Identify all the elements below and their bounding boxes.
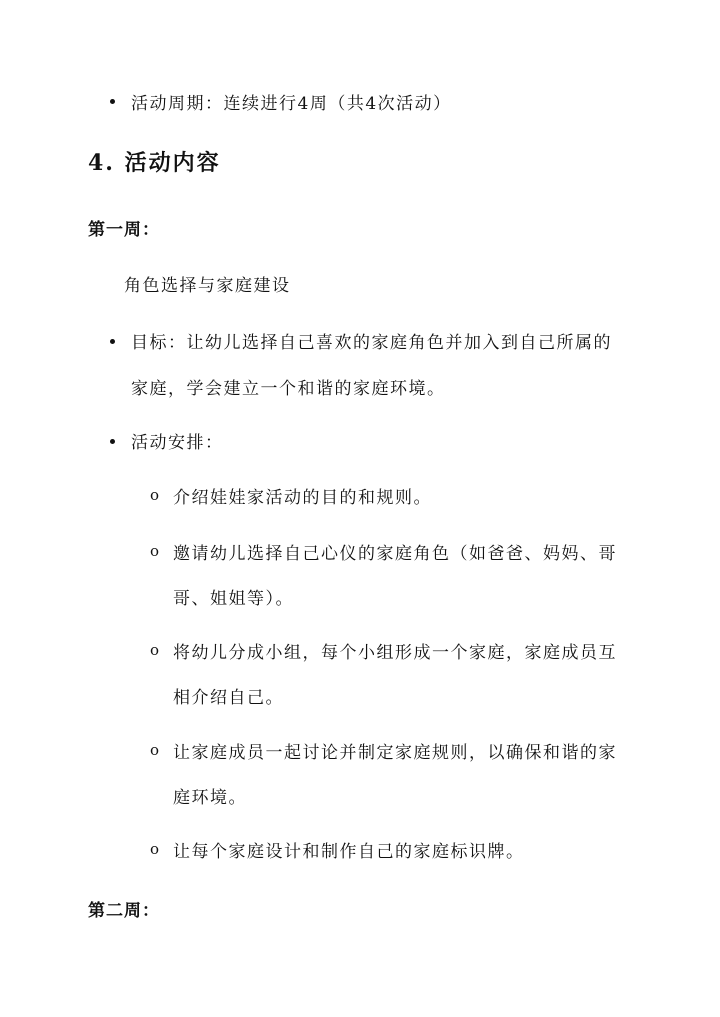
bullet-dot [110,439,115,444]
sub-item-2-line-1: 邀请幼儿选择自己心仪的家庭角色（如爸爸、妈妈、哥 [173,544,617,564]
circle-bullet: o [150,641,160,659]
circle-bullet: o [150,840,160,858]
sub-item-4-line-1: 让家庭成员一起讨论并制定家庭规则，以确保和谐的家 [173,743,617,763]
sub-item-3-line-2: 相介绍自己。 [173,688,284,708]
bullet-dot [110,339,115,344]
section-heading-activity-content: 4. 活动内容 [88,150,221,176]
sub-item-3-line-1: 将幼儿分成小组，每个小组形成一个家庭，家庭成员互 [173,643,617,663]
sub-item-1: 介绍娃娃家活动的目的和规则。 [173,488,432,508]
circle-bullet: o [150,486,160,504]
goal-line-2: 家庭，学会建立一个和谐的家庭环境。 [131,379,446,399]
circle-bullet: o [150,741,160,759]
week2-heading: 第二周： [88,901,160,921]
sub-item-4-line-2: 庭环境。 [173,788,247,808]
bullet-dot [110,99,115,104]
week1-title: 角色选择与家庭建设 [124,276,291,296]
week1-heading: 第一周： [88,220,160,240]
arrangement-label: 活动安排： [131,433,224,453]
sub-item-2-line-2: 哥、姐姐等）。 [173,589,294,609]
sub-item-5: 让每个家庭设计和制作自己的家庭标识牌。 [173,842,525,862]
goal-line-1: 目标：让幼儿选择自己喜欢的家庭角色并加入到自己所属的 [131,333,612,353]
activity-period-text: 活动周期：连续进行4周（共4次活动） [131,94,452,114]
circle-bullet: o [150,542,160,560]
